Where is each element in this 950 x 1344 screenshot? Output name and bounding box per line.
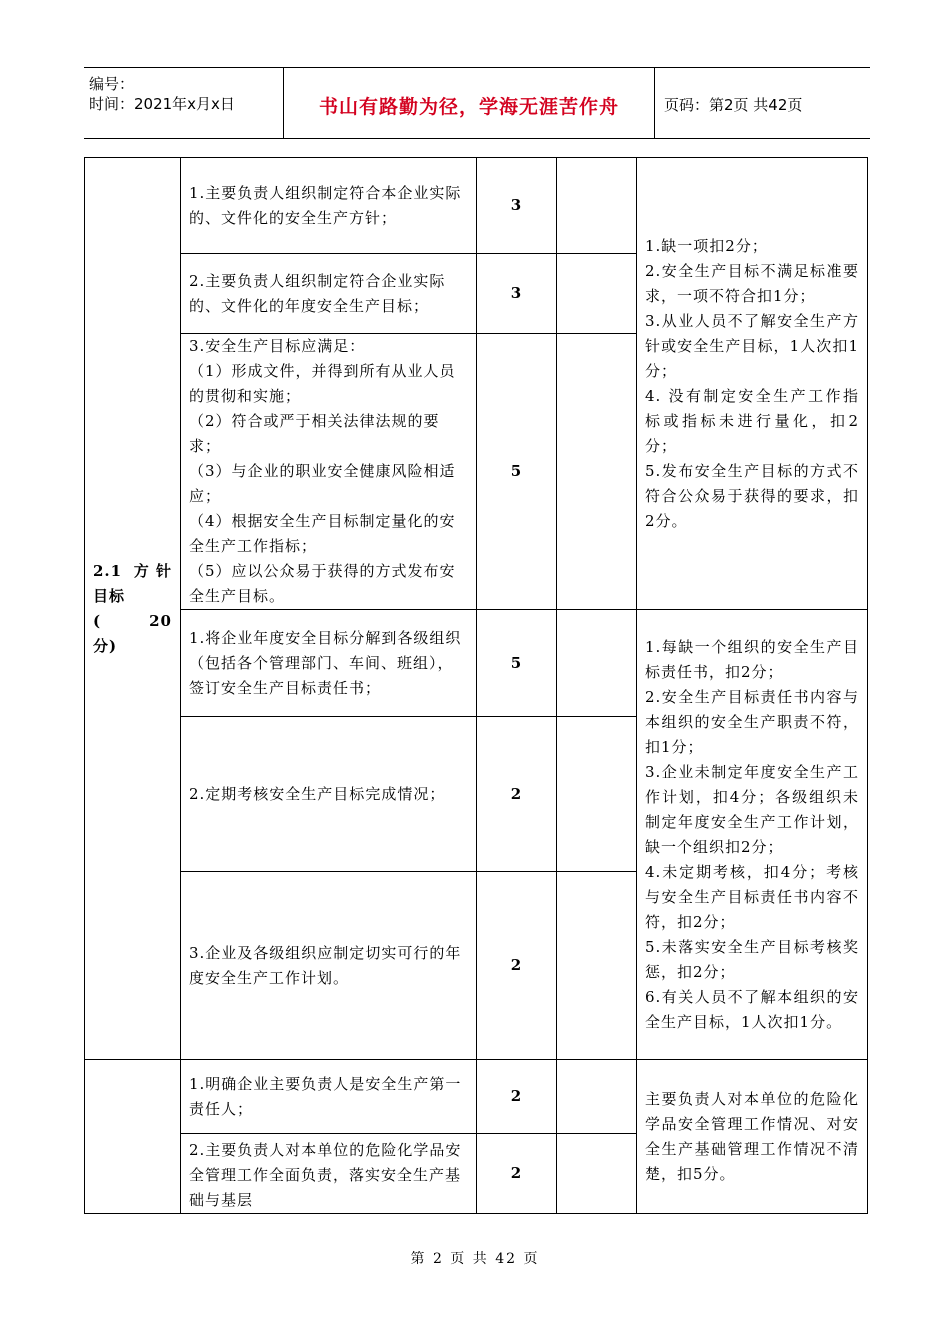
- number-label: 编号：: [89, 75, 135, 93]
- table-row: [85, 610, 868, 717]
- element-label-line: 2.1 方 针: [93, 561, 172, 580]
- blank-cell: [557, 610, 637, 717]
- blank-cell: [557, 254, 637, 334]
- table-row: [85, 158, 868, 254]
- element-label-line: 分): [93, 636, 118, 655]
- page-header: [84, 67, 870, 139]
- score-cell: 2: [477, 1060, 557, 1134]
- score-cell: 5: [477, 610, 557, 717]
- criteria-cell: 1.每缺一个组织的安全生产目标责任书，扣2分； 2.安全生产目标责任书内容与本组织的安全生产职责不符，扣1分； 3.企业未制定年度安全生产工作计划，扣4分；各级组织未制定年度安全生产工作计划，缺一个组织扣2分； 4.未定期考核，扣4分；考核与安全生产目标责任书内容不符，扣2分； 5.未落实安全生产目标考核奖惩，扣2分； 6.有关人员不了解本组织的安全生产目标，1人次扣1分。: [637, 610, 868, 1060]
- standards-table: [84, 157, 868, 1214]
- criteria-cell: 主要负责人对本单位的危险化学品安全管理工作情况、对安全生产基础管理工作情况不清楚，扣5分。: [637, 1060, 868, 1214]
- score-cell: 2: [477, 1134, 557, 1214]
- blank-cell: [557, 717, 637, 872]
- blank-cell: [557, 1060, 637, 1134]
- score-cell: 3: [477, 158, 557, 254]
- item-text: 2.定期考核安全生产目标完成情况；: [181, 717, 477, 872]
- item-text: 2.主要负责人组织制定符合企业实际的、文件化的年度安全生产目标；: [181, 254, 477, 334]
- header-meta: [89, 74, 235, 114]
- item-text: 3.安全生产目标应满足： （1）形成文件，并得到所有从业人员的贯彻和实施； （2）符合或严于相关法律法规的要求； （3）与企业的职业安全健康风险相适应； （4）根据安全生产目标制定量化的安全生产工作指标； （5）应以公众易于获得的方式发布安全生产目标。: [181, 334, 477, 610]
- criteria-cell: 1.缺一项扣2分； 2.安全生产目标不满足标准要求，一项不符合扣1分； 3.从业人员不了解安全生产方针或安全生产目标，1人次扣1分； 4. 没有制定安全生产工作指标或指标未进行量化，扣2分； 5.发布安全生产目标的方式不符合公众易于获得的要求，扣2分。: [637, 158, 868, 610]
- score-cell: 2: [477, 717, 557, 872]
- item-text: 2.主要负责人对本单位的危险化学品安全管理工作全面负责，落实安全生产基础与基层: [181, 1134, 477, 1214]
- score-cell: 5: [477, 334, 557, 610]
- page-footer: 第 2 页 共 42 页: [410, 1251, 540, 1267]
- blank-cell: [557, 158, 637, 254]
- element-label-line: 目标: [93, 586, 126, 605]
- score-cell: 2: [477, 872, 557, 1060]
- blank-cell: [557, 1134, 637, 1214]
- header-page-info: 页码：第2页 共42页: [664, 96, 803, 114]
- header-motto: 书山有路勤为径，学海无涯苦作舟: [318, 96, 619, 118]
- element-label-line: ( 20: [93, 611, 172, 630]
- header-divider: [654, 68, 655, 138]
- blank-cell: [557, 872, 637, 1060]
- time-label: 时间：2021年x月x日: [89, 95, 235, 113]
- item-text: 1.将企业年度安全目标分解到各级组织（包括各个管理部门、车间、班组），签订安全生产目标责任书；: [181, 610, 477, 717]
- element-cell: [85, 158, 181, 1060]
- item-text: 1.明确企业主要负责人是安全生产第一责任人；: [181, 1060, 477, 1134]
- item-text: 3.企业及各级组织应制定切实可行的年度安全生产工作计划。: [181, 872, 477, 1060]
- blank-cell: [557, 334, 637, 610]
- table-row: [85, 1060, 868, 1134]
- item-text: 1.主要负责人组织制定符合本企业实际的、文件化的安全生产方针；: [181, 158, 477, 254]
- element-cell: [85, 1060, 181, 1214]
- score-cell: 3: [477, 254, 557, 334]
